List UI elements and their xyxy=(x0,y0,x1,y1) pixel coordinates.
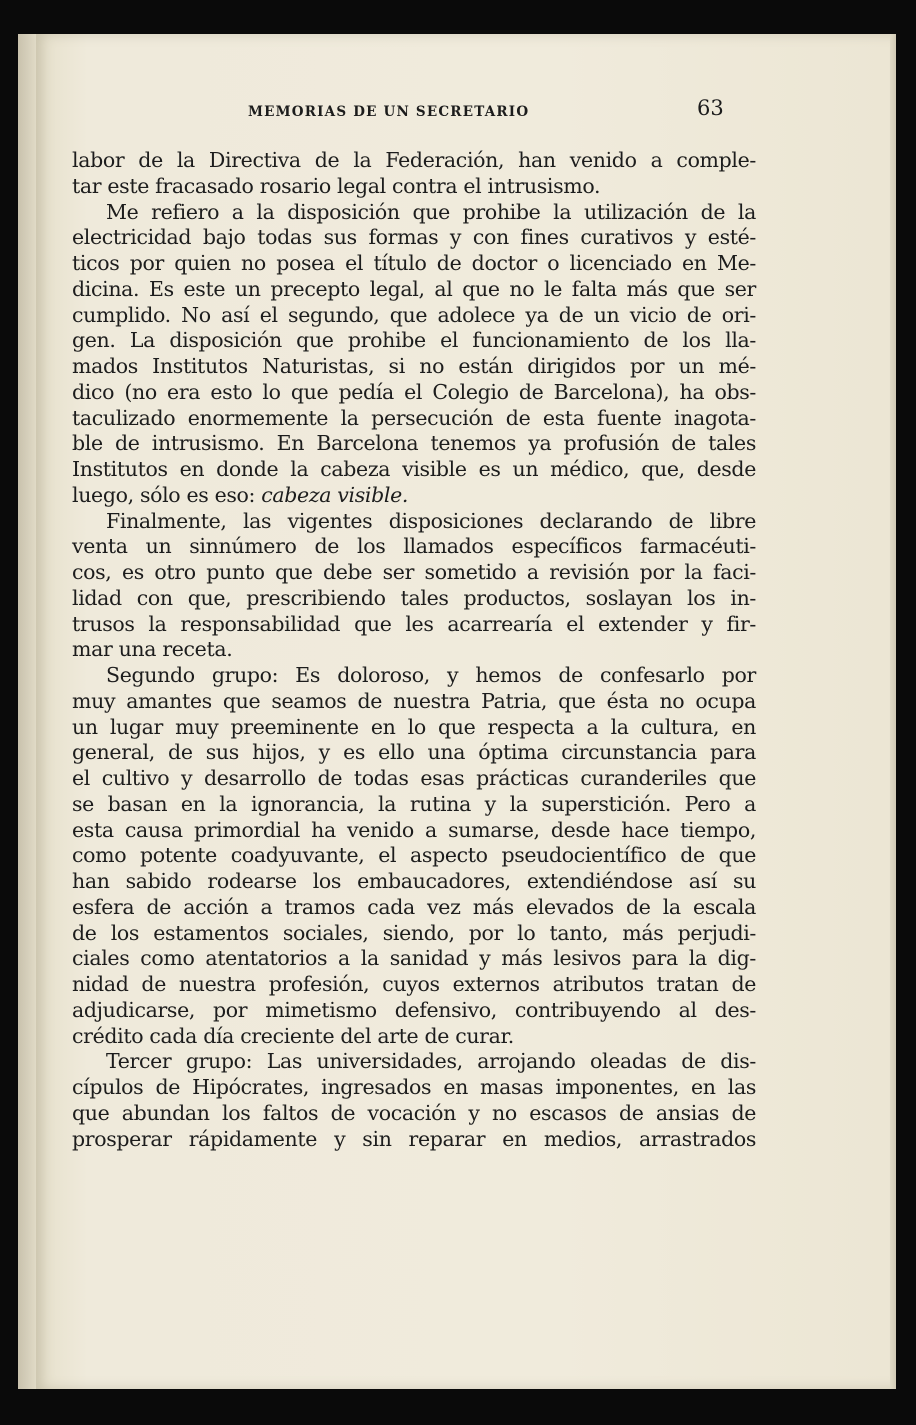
text-line xyxy=(72,689,756,715)
text-line-content: esfera de acción a tramos cada vez más elevados de la escala xyxy=(72,894,756,919)
text-line-content: lidad con que, prescribiendo tales productos, soslayan los in- xyxy=(72,585,756,610)
text-line-content: un lugar muy preeminente en lo que respecta a la cultura, en xyxy=(72,714,756,739)
text-line xyxy=(72,509,756,535)
text-line-content: adjudicarse, por mimetismo defensivo, contribuyendo al des- xyxy=(72,997,756,1022)
text-line xyxy=(72,998,756,1024)
text-line xyxy=(72,1101,756,1127)
text-line xyxy=(72,895,756,921)
text-line xyxy=(72,354,756,380)
text-line-content: dico (no era esto lo que pedía el Colegio de Barcelona), ha obs- xyxy=(72,379,756,404)
text-line-content: electricidad bajo todas sus formas y con fines curativos y esté- xyxy=(72,225,756,250)
text-line-content: ble de intrusismo. En Barcelona tenemos ya profusión de tales xyxy=(72,431,756,456)
text-line xyxy=(72,534,756,560)
text-line xyxy=(72,740,756,766)
text-line-content: de los estamentos sociales, siendo, por lo tanto, más perjudi- xyxy=(72,920,756,945)
text-line-content: gen. La disposición que prohibe el funcionamiento de los lla- xyxy=(72,328,756,353)
text-line xyxy=(72,431,756,457)
running-header-title: MEMORIAS DE UN SECRETARIO xyxy=(248,104,530,120)
text-line-content: tar este fracasado rosario legal contra el intrusismo. xyxy=(72,173,601,198)
text-line-content: Institutos en donde la cabeza visible es un médico, que, desde xyxy=(72,457,756,481)
text-line xyxy=(72,1127,756,1153)
text-line xyxy=(72,715,756,741)
text-line xyxy=(72,972,756,998)
text-line xyxy=(72,1049,756,1075)
text-line xyxy=(72,1075,756,1101)
text-line-content: ticos por quien no posea el título de doctor o licenciado en Me- xyxy=(72,251,756,275)
text-line xyxy=(72,483,756,509)
text-line-content: Me refiero a la disposición que prohibe la utilización de la xyxy=(106,199,756,224)
page-number: 63 xyxy=(697,96,724,120)
page-right-edge xyxy=(890,34,896,1389)
text-line-content: que abundan los faltos de vocación y no escasos de ansias de xyxy=(72,1100,756,1125)
text-line xyxy=(72,612,756,638)
text-line xyxy=(72,1024,756,1050)
text-line-content: mar una receta. xyxy=(72,637,233,662)
text-line-content: como potente coadyuvante, el aspecto pseudocientífico de que xyxy=(72,843,756,868)
text-line xyxy=(72,303,756,329)
text-line-content: general, de sus hijos, y es ello una óptima circunstancia para xyxy=(72,740,756,765)
text-line xyxy=(72,380,756,406)
text-line-content: venta un sinnúmero de los llamados específicos farmacéuti- xyxy=(72,534,756,559)
text-line xyxy=(72,637,756,663)
text-line xyxy=(72,251,756,277)
text-line-content: Tercer grupo: Las universidades, arrojando oleadas de dis- xyxy=(106,1049,756,1074)
text-line-content: prosperar rápidamente y sin reparar en medios, arrastrados xyxy=(72,1126,756,1151)
text-line xyxy=(72,792,756,818)
text-line-content: crédito cada día creciente del arte de curar. xyxy=(72,1023,514,1048)
italic-emphasis: cabeza visible. xyxy=(261,482,409,507)
text-line-content: nidad de nuestra profesión, cuyos externos atributos tratan de xyxy=(72,972,756,996)
text-line xyxy=(72,560,756,586)
text-line xyxy=(72,406,756,432)
text-line-content: cumplido. No así el segundo, que adolece ya de un vicio de ori- xyxy=(72,302,756,327)
text-line xyxy=(72,586,756,612)
text-line xyxy=(72,818,756,844)
body-text xyxy=(72,148,756,1152)
text-line xyxy=(72,663,756,689)
text-line xyxy=(72,457,756,483)
text-line xyxy=(72,277,756,303)
text-line-content: dicina. Es este un precepto legal, al que no le falta más que ser xyxy=(72,276,756,301)
text-line-content: el cultivo y desarrollo de todas esas prácticas curanderiles que xyxy=(72,766,756,790)
text-line xyxy=(72,921,756,947)
text-line-content: Finalmente, las vigentes disposiciones declarando de libre xyxy=(106,508,756,533)
text-line-content: mados Institutos Naturistas, si no están dirigidos por un mé- xyxy=(72,354,756,378)
text-line-content: esta causa primordial ha venido a sumarse, desde hace tiempo, xyxy=(72,817,756,842)
text-line-content: taculizado enormemente la persecución de esta fuente inagota- xyxy=(72,405,756,430)
text-line-content: se basan en la ignorancia, la rutina y la superstición. Pero a xyxy=(72,791,756,816)
text-line-content: cípulos de Hipócrates, ingresados en masas imponentes, en las xyxy=(72,1075,756,1099)
text-line xyxy=(72,869,756,895)
text-line xyxy=(72,225,756,251)
text-line-content: luego, sólo es eso: xyxy=(72,482,256,507)
text-line-content: han sabido rodearse los embaucadores, extendiéndose así su xyxy=(72,869,756,893)
text-line-content: cos, es otro punto que debe ser sometido a revisión por la faci- xyxy=(72,560,756,584)
text-line-content: ciales como atentatorios a la sanidad y más lesivos para la dig- xyxy=(72,946,756,971)
text-line xyxy=(72,200,756,226)
text-line xyxy=(72,328,756,354)
text-line xyxy=(72,174,756,200)
text-line-content: muy amantes que seamos de nuestra Patria, que ésta no ocupa xyxy=(72,688,756,713)
text-line-content: labor de la Directiva de la Federación, han venido a comple- xyxy=(72,148,756,172)
text-line-content: Segundo grupo: Es doloroso, y hemos de confesarlo por xyxy=(106,663,756,687)
text-line-content: trusos la responsabilidad que les acarrearía el extender y fir- xyxy=(72,611,756,636)
text-line xyxy=(72,148,756,174)
text-line xyxy=(72,843,756,869)
text-line xyxy=(72,946,756,972)
text-line xyxy=(72,766,756,792)
